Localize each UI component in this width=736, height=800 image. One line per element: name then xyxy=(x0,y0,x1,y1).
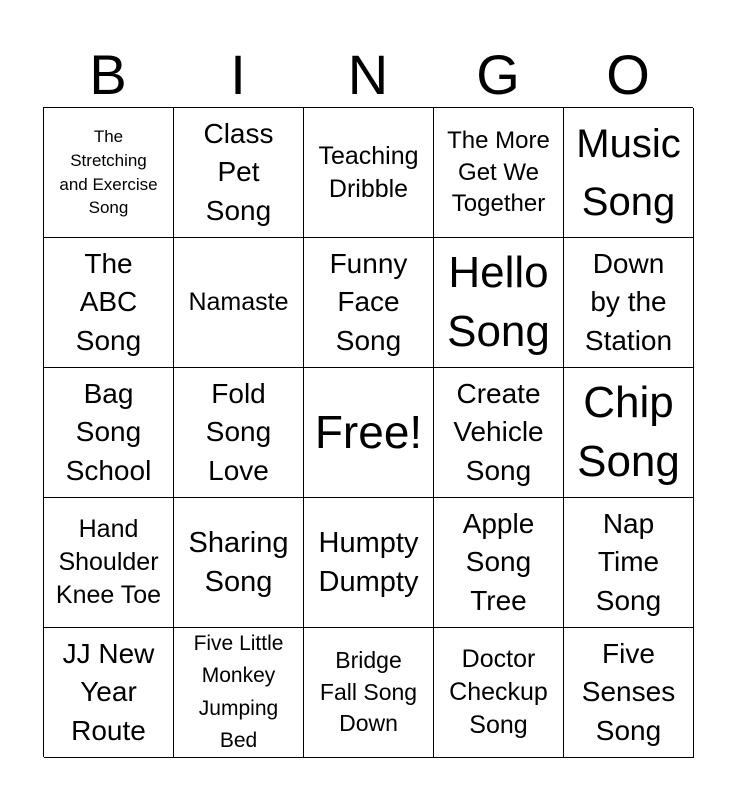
bingo-board xyxy=(43,107,693,757)
bingo-cell[interactable] xyxy=(174,238,304,368)
bingo-cell[interactable] xyxy=(44,498,174,628)
cell-text: Bridge Fall Song Down xyxy=(319,646,418,737)
bingo-cell[interactable] xyxy=(564,368,694,498)
bingo-cell[interactable] xyxy=(174,108,304,238)
cell-text: Doctor Checkup Song xyxy=(449,645,548,739)
bingo-cell[interactable] xyxy=(174,498,304,628)
bingo-cell[interactable] xyxy=(564,108,694,238)
bingo-cell[interactable] xyxy=(44,108,174,238)
header-letter-g: G xyxy=(476,43,520,106)
bingo-cell[interactable] xyxy=(44,368,174,498)
cell-text: Hand Shoulder Knee Toe xyxy=(55,515,162,609)
cell-text: Namaste xyxy=(188,288,289,316)
free-space-text: Free! xyxy=(314,405,423,458)
cell-text: Fold Song Love xyxy=(205,377,272,486)
cell-text: Humpty Dumpty xyxy=(318,526,419,598)
bingo-cell[interactable] xyxy=(304,498,434,628)
cell-text: Class Pet Song xyxy=(203,117,274,226)
cell-text: Sharing Song xyxy=(188,526,289,598)
bingo-cell[interactable] xyxy=(434,108,564,238)
cell-text: Hello Song xyxy=(447,248,550,356)
bingo-cell[interactable] xyxy=(434,368,564,498)
bingo-cell[interactable] xyxy=(564,238,694,368)
header-letter-n: N xyxy=(347,43,389,106)
cell-text: Funny Face Song xyxy=(329,247,408,356)
bingo-cell[interactable] xyxy=(434,238,564,368)
cell-text: Bag Song School xyxy=(65,377,152,486)
bingo-header xyxy=(43,44,693,106)
bingo-cell[interactable] xyxy=(304,238,434,368)
bingo-cell[interactable] xyxy=(304,108,434,238)
cell-text: The More Get We Together xyxy=(447,126,550,218)
bingo-cell[interactable] xyxy=(564,628,694,758)
cell-text: Teaching Dribble xyxy=(318,141,419,203)
bingo-cell[interactable] xyxy=(434,628,564,758)
cell-text: The ABC Song xyxy=(75,247,142,356)
header-letter-i: I xyxy=(230,43,246,106)
bingo-cell[interactable] xyxy=(174,368,304,498)
cell-text: Nap Time Song xyxy=(595,507,662,616)
bingo-cell[interactable] xyxy=(174,628,304,758)
cell-text: JJ New Year Route xyxy=(62,637,155,746)
cell-text: Create Vehicle Song xyxy=(453,377,544,486)
cell-text: Apple Song Tree xyxy=(462,507,535,616)
cell-text: Music Song xyxy=(576,121,681,224)
bingo-cell[interactable] xyxy=(564,498,694,628)
cell-text: Five Senses Song xyxy=(581,637,676,746)
cell-text: The Stretching and Exercise Song xyxy=(59,126,158,218)
bingo-cell[interactable] xyxy=(304,628,434,758)
bingo-cell[interactable] xyxy=(434,498,564,628)
bingo-cell[interactable] xyxy=(44,628,174,758)
bingo-cell[interactable] xyxy=(44,238,174,368)
header-letter-b: B xyxy=(89,43,127,106)
free-space-cell[interactable] xyxy=(304,368,434,498)
header-letter-o: O xyxy=(606,43,650,106)
cell-text: Down by the Station xyxy=(584,247,673,356)
cell-text: Five Little Monkey Jumping Bed xyxy=(193,632,284,752)
cell-text: Chip Song xyxy=(577,378,680,486)
